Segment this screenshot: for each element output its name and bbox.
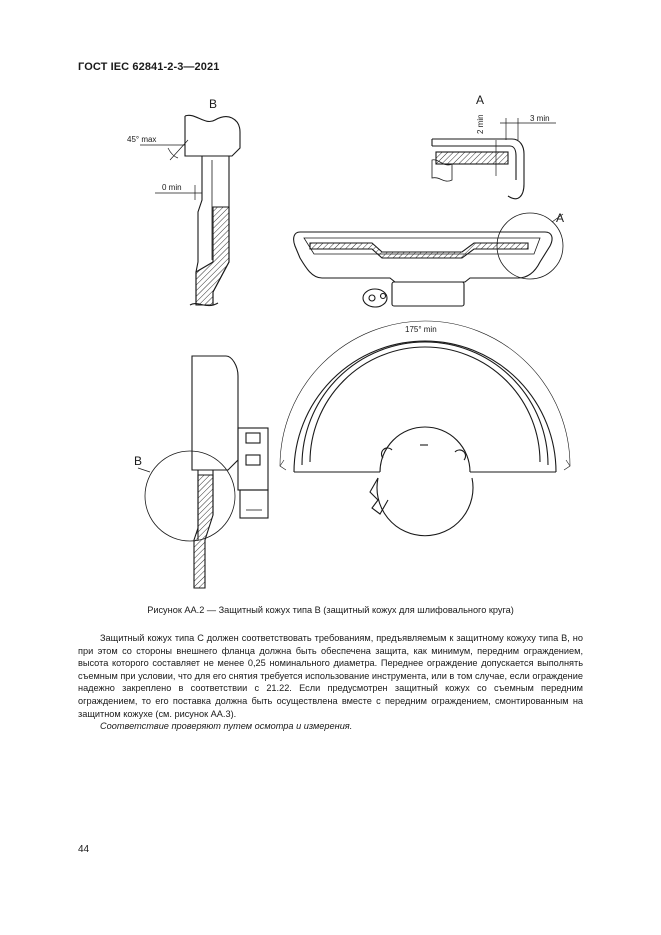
view-a-label: A: [476, 93, 485, 107]
callout-b-label: B: [134, 454, 143, 468]
dim-2min-label: 2 min: [476, 114, 485, 134]
body-text: [78, 632, 583, 733]
view-b-label: B: [209, 97, 218, 111]
guard-front-view: [280, 321, 570, 536]
compliance-note: Соответствие проверяют путем осмотра и измерения.: [100, 721, 353, 732]
detail-view-a: [432, 118, 556, 199]
angle-175-label: 175° min: [405, 325, 437, 334]
figure-caption: Рисунок АА.2 — Защитный кожух типа B (защитный кожух для шлифовального круга): [147, 605, 514, 615]
dim-3min-label: 3 min: [530, 114, 550, 123]
document-header: ГОСТ IEC 62841-2-3—2021: [78, 61, 220, 73]
zero-min-label: 0 min: [162, 183, 182, 192]
page-number: 44: [78, 844, 90, 855]
guard-side-view: [294, 213, 563, 307]
requirements-paragraph: Защитный кожух типа C должен соответствовать требованиям, предъявляемым к защитному кожуху типа B, но при этом со стороны внешнего фланца должна быть обеспечена защита, как минимум, передним ограждением, высота которого составляет не менее 0,25 номинального диаметра. Переднее ограждение допускается выполнять съемным при условии, что для его снятия требуется использование инструмента, или в том случае, если ограждение надежно закреплено в соответствии с 21.22. Если предусмотрен защитный кожух со съемным передним ограждением, то его поставка должна быть осуществлена вместе с передним ограждением, смонтированным на защитном кожухе (см. рисунок АА.3).: [78, 633, 583, 719]
callout-a-label: A: [556, 211, 565, 225]
angle-45-label: 45° max: [127, 135, 157, 144]
guard-side-section: [138, 356, 268, 588]
